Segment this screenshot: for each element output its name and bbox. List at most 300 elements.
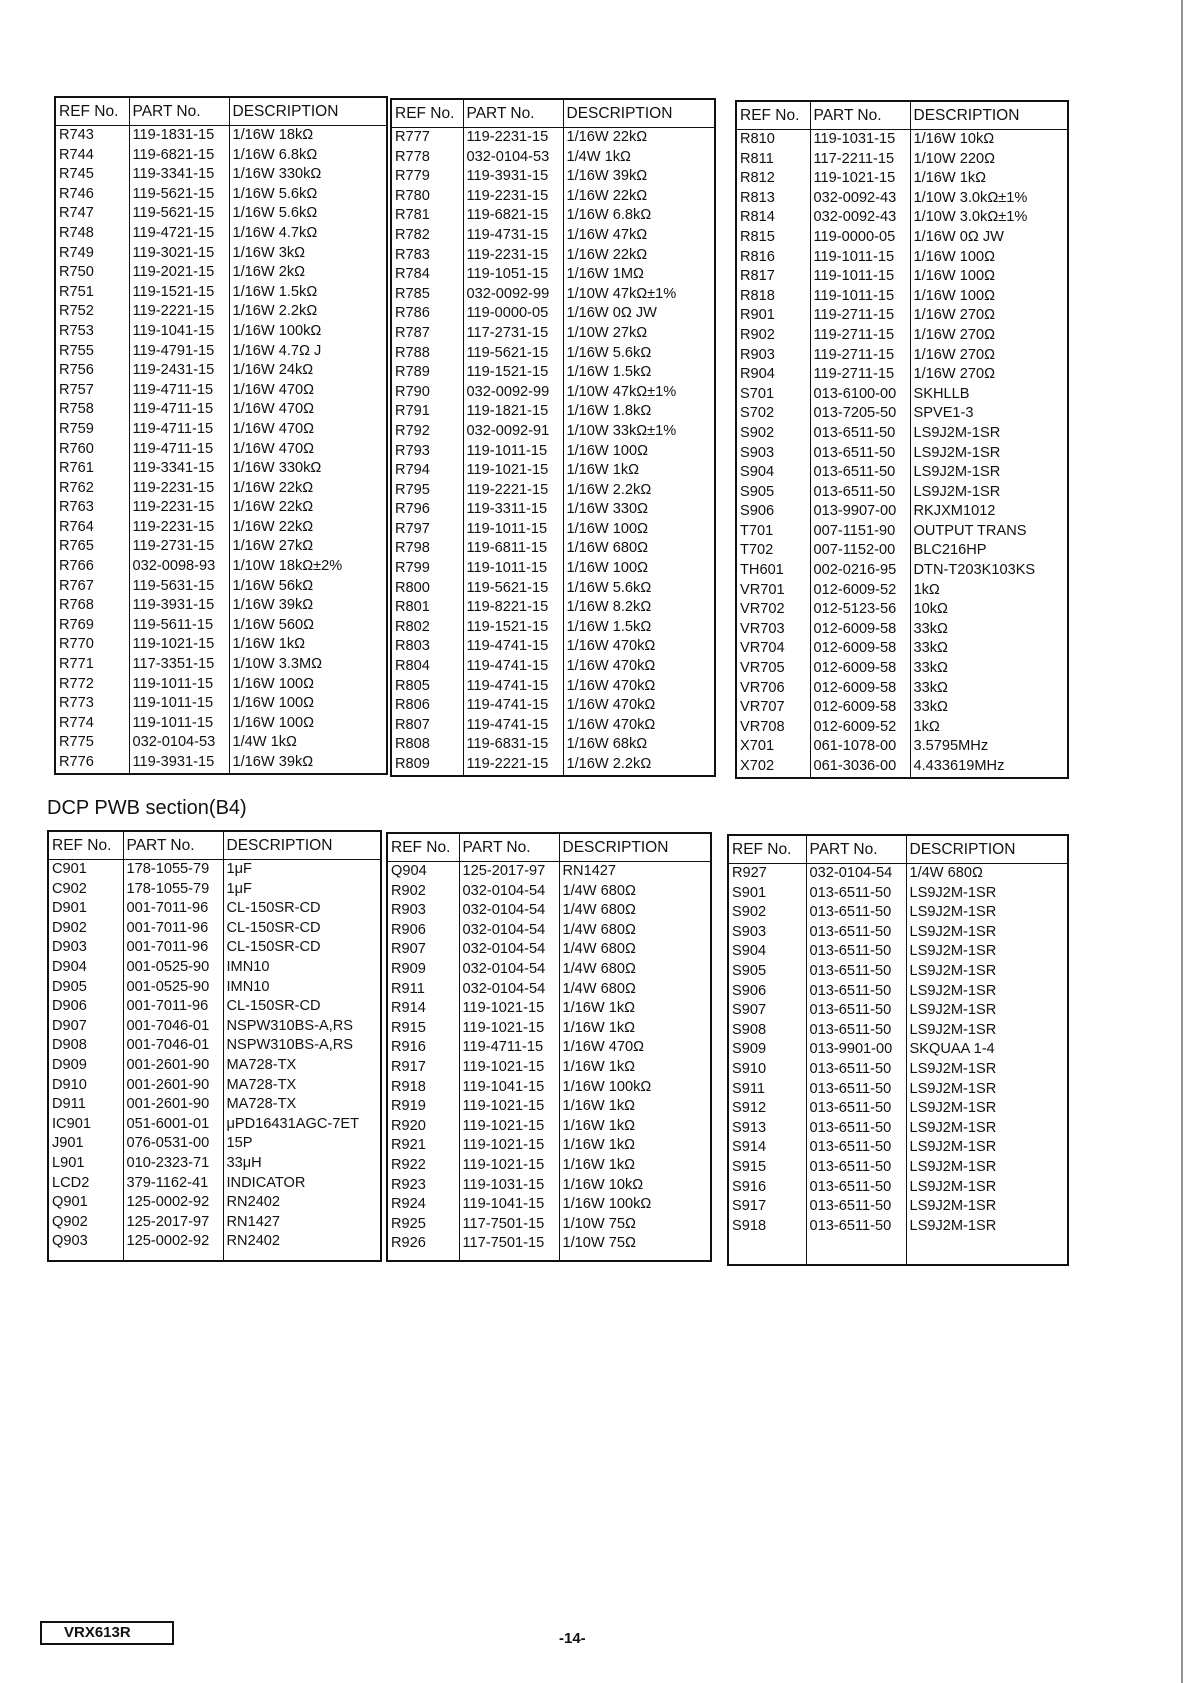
table-row [388, 1117, 710, 1137]
description-cell: CL-150SR-CD [226, 900, 321, 917]
part-no-cell: 119-1031-15 [810, 130, 910, 150]
part-no-cell: 119-2231-15 [463, 187, 563, 207]
ref-no-cell: R779 [392, 167, 463, 187]
description-cell: RN2402 [226, 1233, 281, 1250]
ref-no-cell: R917 [388, 1058, 459, 1078]
part-no-cell: 119-3931-15 [463, 167, 563, 187]
description-cell: 1/16W 6.8kΩ [566, 207, 652, 224]
table-row [729, 982, 1067, 1002]
part-no-cell: 013-6511-50 [810, 424, 910, 444]
ref-no-cell: R813 [737, 189, 810, 209]
description-cell: 1/16W 10kΩ [913, 131, 995, 147]
table-row [737, 326, 1067, 346]
header-part-no: PART No. [129, 98, 229, 126]
description-cell: 1/16W 100Ω [232, 675, 314, 692]
table-row [392, 500, 714, 520]
description-cell: 1/4W 1kΩ [566, 148, 631, 165]
description-cell: 1/16W 470Ω [232, 401, 314, 418]
part-no-cell: 119-5621-15 [129, 185, 229, 205]
table-row [388, 999, 710, 1019]
part-no-cell: 119-1011-15 [810, 248, 910, 268]
description-cell: 1/16W 39kΩ [566, 168, 648, 185]
description-cell: LS9J2M-1SR [909, 1060, 997, 1077]
part-no-cell: 119-8221-15 [463, 598, 563, 618]
table-header-row [392, 100, 714, 128]
part-no-cell: 013-6511-50 [806, 1158, 906, 1178]
part-no-cell: 001-2601-90 [123, 1056, 223, 1076]
ref-no-cell: R799 [392, 559, 463, 579]
ref-no-cell: R809 [392, 755, 463, 775]
section-title: DCP PWB section(B4) [47, 797, 247, 819]
table-row [388, 1136, 710, 1156]
ref-no-cell: VR705 [737, 659, 810, 679]
part-no-cell: 032-0092-43 [810, 189, 910, 209]
table-row [49, 1174, 380, 1194]
ref-no-cell: R787 [392, 324, 463, 344]
ref-no-cell: R751 [56, 283, 129, 303]
table-row [388, 1097, 710, 1117]
description-cell: 1/16W 270Ω [913, 326, 995, 343]
description-cell: NSPW310BS-A,RS [226, 1017, 354, 1034]
description-cell: RN2402 [226, 1194, 281, 1211]
ref-no-cell: R796 [392, 500, 463, 520]
part-no-cell: 119-1011-15 [129, 675, 229, 695]
description-cell: 1/10W 3.0kΩ±1% [913, 209, 1028, 226]
part-no-cell: 119-4711-15 [459, 1038, 559, 1058]
part-no-cell: 119-1011-15 [810, 267, 910, 287]
table-row [56, 655, 386, 675]
table-row [392, 520, 714, 540]
part-no-cell: 007-1151-90 [810, 522, 910, 542]
table-row [729, 1178, 1067, 1198]
table-row [737, 639, 1067, 659]
ref-no-cell: R767 [56, 577, 129, 597]
description-cell: LS9J2M-1SR [913, 464, 1001, 481]
table-row [56, 165, 386, 185]
ref-no-cell: S904 [737, 463, 810, 483]
ref-no-cell: Q904 [388, 862, 459, 882]
description-cell: 1/4W 680Ω [562, 882, 636, 899]
description-cell: 1/16W 100Ω [913, 287, 995, 304]
description-cell: 1/16W 8.2kΩ [566, 599, 652, 616]
description-cell: 1/16W 100kΩ [232, 322, 322, 339]
table-row [737, 189, 1067, 209]
table-row [729, 1060, 1067, 1080]
part-no-cell: 012-6009-58 [810, 659, 910, 679]
table-row [56, 283, 386, 303]
empty-cell [806, 1236, 906, 1264]
description-cell: MA728-TX [226, 1076, 297, 1093]
part-no-cell: 119-2731-15 [129, 537, 229, 557]
description-cell: 1/16W 1kΩ [562, 1117, 636, 1134]
table-row [56, 342, 386, 362]
part-no-cell: 013-6511-50 [806, 982, 906, 1002]
description-cell: 1/16W 470Ω [232, 420, 314, 437]
table-row [56, 498, 386, 518]
part-no-cell: 119-4711-15 [129, 420, 229, 440]
ref-no-cell: R906 [388, 921, 459, 941]
part-no-cell: 119-6821-15 [463, 206, 563, 226]
ref-no-cell: Q901 [49, 1193, 123, 1213]
ref-no-cell: IC901 [49, 1115, 123, 1135]
table-row [729, 962, 1067, 982]
table-row [56, 146, 386, 166]
part-no-cell: 119-1011-15 [129, 714, 229, 734]
parts-table-3 [735, 100, 1069, 779]
ref-no-cell: R804 [392, 657, 463, 677]
table-row [49, 899, 380, 919]
description-cell: 1/16W 1kΩ [913, 170, 987, 187]
ref-no-cell: S903 [729, 923, 806, 943]
table-row [392, 187, 714, 207]
ref-no-cell: R926 [388, 1234, 459, 1254]
ref-no-cell: R902 [388, 882, 459, 902]
ref-no-cell: S903 [737, 444, 810, 464]
parts-table-1 [54, 96, 388, 775]
table-row [388, 1019, 710, 1039]
description-cell: 1/10W 3.0kΩ±1% [913, 189, 1028, 206]
description-cell: 1/16W 5.6kΩ [232, 185, 318, 202]
table-row [392, 363, 714, 383]
part-no-cell: 032-0104-54 [459, 980, 559, 1000]
ref-no-cell: R760 [56, 440, 129, 460]
ref-no-cell: R776 [56, 753, 129, 773]
part-no-cell: 001-7011-96 [123, 899, 223, 919]
description-cell: 1/16W 100Ω [566, 560, 648, 577]
description-cell: 3.5795MHz [913, 738, 989, 755]
part-no-cell: 119-4741-15 [463, 637, 563, 657]
description-cell: 1/16W 100Ω [566, 442, 648, 459]
empty-cell [559, 1254, 710, 1260]
empty-cell [49, 1252, 123, 1260]
table-row [56, 126, 386, 146]
part-no-cell: 119-5631-15 [129, 577, 229, 597]
ref-no-cell: R903 [737, 346, 810, 366]
table-row [392, 539, 714, 559]
table-row [392, 128, 714, 148]
empty-cell [729, 1236, 806, 1264]
description-cell: CL-150SR-CD [226, 919, 321, 936]
ref-no-cell: R761 [56, 459, 129, 479]
table-row [392, 716, 714, 736]
description-cell: 1/16W 1.5kΩ [232, 283, 318, 300]
ref-no-cell: R909 [388, 960, 459, 980]
table-filler-row [388, 1254, 710, 1260]
ref-no-cell: Q902 [49, 1213, 123, 1233]
part-no-cell: 119-1051-15 [463, 265, 563, 285]
ref-no-cell: R788 [392, 344, 463, 364]
table-row [56, 420, 386, 440]
part-no-cell: 012-6009-52 [810, 718, 910, 738]
description-cell: 1/16W 2kΩ [232, 264, 306, 281]
description-cell: IMN10 [226, 958, 270, 975]
ref-no-cell: S906 [737, 502, 810, 522]
description-cell: 1μF [226, 861, 252, 877]
description-cell: 1/16W 470kΩ [566, 658, 656, 675]
table-row [388, 1234, 710, 1254]
table-row [388, 960, 710, 980]
ref-no-cell: R808 [392, 735, 463, 755]
header-part-no: PART No. [806, 836, 906, 864]
part-no-cell: 119-4741-15 [463, 696, 563, 716]
ref-no-cell: R814 [737, 208, 810, 228]
description-cell: 1/16W 330kΩ [232, 166, 322, 183]
description-cell: 1/4W 680Ω [909, 865, 983, 881]
ref-no-cell: S918 [729, 1217, 806, 1237]
table-row [729, 903, 1067, 923]
part-no-cell: 032-0104-54 [806, 864, 906, 884]
description-cell: DTN-T203K103KS [913, 562, 1036, 579]
part-no-cell: 119-3931-15 [129, 753, 229, 773]
part-no-cell: 119-2711-15 [810, 326, 910, 346]
part-no-cell: 001-0525-90 [123, 978, 223, 998]
description-cell: 1/16W 18kΩ [232, 127, 314, 143]
ref-no-cell: R907 [388, 940, 459, 960]
part-no-cell: 119-1011-15 [129, 694, 229, 714]
header-part-no: PART No. [810, 102, 910, 130]
table-row [392, 735, 714, 755]
ref-no-cell: R800 [392, 579, 463, 599]
table-row [388, 980, 710, 1000]
empty-cell [906, 1236, 1067, 1264]
part-no-cell: 117-7501-15 [459, 1215, 559, 1235]
ref-no-cell: R780 [392, 187, 463, 207]
table-row [49, 938, 380, 958]
part-no-cell: 002-0216-95 [810, 561, 910, 581]
description-cell: 1/4W 680Ω [562, 960, 636, 977]
part-no-cell: 119-4711-15 [129, 440, 229, 460]
part-no-cell: 119-3931-15 [129, 596, 229, 616]
description-cell: LS9J2M-1SR [909, 1021, 997, 1038]
part-no-cell: 119-1821-15 [463, 402, 563, 422]
ref-no-cell: D901 [49, 899, 123, 919]
part-no-cell: 119-1021-15 [459, 1058, 559, 1078]
description-cell: 1/10W 27kΩ [566, 324, 648, 341]
part-no-cell: 119-4741-15 [463, 657, 563, 677]
description-cell: 1/16W 100kΩ [562, 1078, 652, 1095]
description-cell: 1/10W 220Ω [913, 150, 995, 167]
table-row [392, 402, 714, 422]
ref-no-cell: S915 [729, 1158, 806, 1178]
header-description: DESCRIPTION [563, 100, 714, 128]
part-no-cell: 032-0104-54 [459, 921, 559, 941]
table-row [56, 675, 386, 695]
table-row [56, 224, 386, 244]
part-no-cell: 119-1021-15 [810, 169, 910, 189]
ref-no-cell: R772 [56, 675, 129, 695]
description-cell: RN1427 [226, 1213, 281, 1230]
description-cell: 1/16W 56kΩ [232, 577, 314, 594]
table-row [49, 1213, 380, 1233]
table-row [388, 901, 710, 921]
ref-no-cell: VR703 [737, 620, 810, 640]
table-row [56, 185, 386, 205]
ref-no-cell: R752 [56, 302, 129, 322]
description-cell: LS9J2M-1SR [909, 1100, 997, 1117]
table-row [392, 148, 714, 168]
ref-no-cell: R759 [56, 420, 129, 440]
part-no-cell: 119-1011-15 [463, 442, 563, 462]
ref-no-cell: R923 [388, 1176, 459, 1196]
table-row [49, 978, 380, 998]
description-cell: OUTPUT TRANS [913, 522, 1027, 539]
description-cell: LS9J2M-1SR [909, 904, 997, 921]
description-cell: 1/16W 1kΩ [562, 1156, 636, 1173]
description-cell: CL-150SR-CD [226, 998, 321, 1015]
header-ref-no: REF No. [392, 100, 463, 128]
table-row [388, 882, 710, 902]
table-row [737, 346, 1067, 366]
part-no-cell: 001-7011-96 [123, 997, 223, 1017]
table-row [388, 1078, 710, 1098]
table-row [729, 1217, 1067, 1237]
part-no-cell: 119-5621-15 [129, 204, 229, 224]
ref-no-cell: D909 [49, 1056, 123, 1076]
ref-no-cell: R802 [392, 618, 463, 638]
description-cell: 1/16W 39kΩ [232, 597, 314, 614]
description-cell: 33kΩ [913, 679, 948, 696]
table-row [56, 537, 386, 557]
table-row [56, 381, 386, 401]
part-no-cell: 013-6511-50 [806, 1119, 906, 1139]
ref-no-cell: VR707 [737, 698, 810, 718]
part-no-cell: 119-6811-15 [463, 539, 563, 559]
part-no-cell: 119-1521-15 [129, 283, 229, 303]
ref-no-cell: R920 [388, 1117, 459, 1137]
ref-no-cell: VR706 [737, 679, 810, 699]
table-row [737, 424, 1067, 444]
parts-table-2 [390, 98, 716, 777]
ref-no-cell: R762 [56, 479, 129, 499]
ref-no-cell: R789 [392, 363, 463, 383]
header-ref-no: REF No. [49, 832, 123, 860]
ref-no-cell: R924 [388, 1195, 459, 1215]
description-cell: 1/16W 6.8kΩ [232, 146, 318, 163]
part-no-cell: 013-6511-50 [810, 483, 910, 503]
ref-no-cell: D908 [49, 1036, 123, 1056]
table-row [729, 923, 1067, 943]
ref-no-cell: S913 [729, 1119, 806, 1139]
table-row [56, 244, 386, 264]
ref-no-cell: R904 [737, 365, 810, 385]
description-cell: IMN10 [226, 978, 270, 995]
ref-no-cell: R769 [56, 616, 129, 636]
ref-no-cell: J901 [49, 1134, 123, 1154]
description-cell: 1/4W 1kΩ [232, 734, 297, 751]
ref-no-cell: S905 [737, 483, 810, 503]
table-row [56, 322, 386, 342]
ref-no-cell: R803 [392, 637, 463, 657]
description-cell: 1/16W 0Ω JW [566, 305, 657, 322]
part-no-cell: 010-2323-71 [123, 1154, 223, 1174]
description-cell: 4.433619MHz [913, 758, 1005, 774]
part-no-cell: 119-1011-15 [810, 287, 910, 307]
header-ref-no: REF No. [56, 98, 129, 126]
part-no-cell: 013-6511-50 [806, 1001, 906, 1021]
description-cell: 1/16W 1.8kΩ [566, 403, 652, 420]
ref-no-cell: S910 [729, 1060, 806, 1080]
part-no-cell: 119-0000-05 [810, 228, 910, 248]
header-description: DESCRIPTION [223, 832, 380, 860]
part-no-cell: 119-2231-15 [463, 246, 563, 266]
table-row [392, 344, 714, 364]
table-row [56, 518, 386, 538]
ref-no-cell: R786 [392, 304, 463, 324]
header-description: DESCRIPTION [229, 98, 386, 126]
table-row [56, 440, 386, 460]
part-no-cell: 125-0002-92 [123, 1232, 223, 1252]
part-no-cell: 001-7011-96 [123, 938, 223, 958]
ref-no-cell: D902 [49, 919, 123, 939]
ref-no-cell: T702 [737, 541, 810, 561]
parts-table-5 [386, 832, 712, 1262]
table-row [737, 385, 1067, 405]
ref-no-cell: R807 [392, 716, 463, 736]
description-cell: MA728-TX [226, 1056, 297, 1073]
description-cell: LS9J2M-1SR [909, 1198, 997, 1215]
ref-no-cell: R755 [56, 342, 129, 362]
description-cell: 1/16W 68kΩ [566, 736, 648, 753]
header-description: DESCRIPTION [559, 834, 710, 862]
table-row [49, 1056, 380, 1076]
part-no-cell: 032-0092-99 [463, 383, 563, 403]
description-cell: NSPW310BS-A,RS [226, 1037, 354, 1054]
ref-no-cell: D910 [49, 1076, 123, 1096]
description-cell: μPD16431AGC-7ET [226, 1115, 360, 1132]
empty-cell [223, 1252, 380, 1260]
header-ref-no: REF No. [729, 836, 806, 864]
table-row [392, 167, 714, 187]
table-row [737, 306, 1067, 326]
ref-no-cell: R770 [56, 635, 129, 655]
description-cell: 33μH [226, 1154, 262, 1171]
description-cell: 1/16W 100Ω [566, 520, 648, 537]
description-cell: LS9J2M-1SR [909, 1158, 997, 1175]
table-row [56, 479, 386, 499]
part-no-cell: 119-2221-15 [129, 302, 229, 322]
table-row [56, 459, 386, 479]
table-row [737, 620, 1067, 640]
table-row [729, 1040, 1067, 1060]
table-header-row [729, 836, 1067, 864]
description-cell: 1/16W 2.2kΩ [566, 756, 652, 772]
table-row [729, 1080, 1067, 1100]
part-no-cell: 119-1021-15 [459, 1019, 559, 1039]
ref-no-cell: R750 [56, 263, 129, 283]
ref-no-cell: R914 [388, 999, 459, 1019]
part-no-cell: 061-1078-00 [810, 737, 910, 757]
table-row [737, 208, 1067, 228]
table-row [49, 1193, 380, 1213]
table-row [737, 150, 1067, 170]
description-cell: 1/16W 1kΩ [562, 1019, 636, 1036]
part-no-cell: 001-7011-96 [123, 919, 223, 939]
part-no-cell: 013-6511-50 [810, 463, 910, 483]
description-cell: 1μF [226, 880, 252, 897]
part-no-cell: 001-2601-90 [123, 1095, 223, 1115]
part-no-cell: 013-6511-50 [806, 1021, 906, 1041]
part-no-cell: 125-2017-97 [459, 862, 559, 882]
table-filler-row [729, 1236, 1067, 1264]
part-no-cell: 051-6001-01 [123, 1115, 223, 1135]
part-no-cell: 032-0104-53 [463, 148, 563, 168]
empty-cell [123, 1252, 223, 1260]
description-cell: 1/4W 680Ω [562, 941, 636, 958]
part-no-cell: 119-4721-15 [129, 224, 229, 244]
part-no-cell: 119-2711-15 [810, 346, 910, 366]
ref-no-cell: R806 [392, 696, 463, 716]
table-row [49, 919, 380, 939]
